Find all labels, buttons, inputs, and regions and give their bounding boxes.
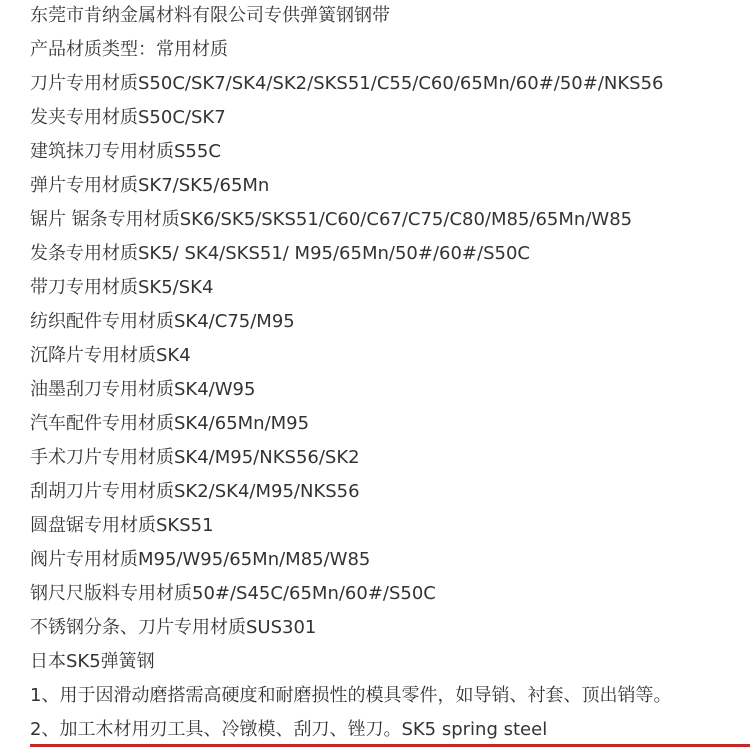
spec-line-spring-sheet: 弹片专用材质SK7/SK5/65Mn (30, 175, 270, 196)
spec-line-trowel: 建筑抹刀专用材质S55C (30, 141, 221, 162)
spec-line-scalpel: 手术刀片专用材质SK4/M95/NKS56/SK2 (30, 447, 360, 468)
spec-line-circular-saw: 圆盘锯专用材质SKS51 (30, 515, 214, 536)
spec-line-clock-spring: 发条专用材质SK5/ SK4/SKS51/ M95/65Mn/50#/60#/S50C (30, 243, 530, 264)
sk5-usage-1: 1、用于因滑动磨搭需高硬度和耐磨损性的模具零件，如导销、衬套、顶出销等。 (30, 685, 672, 706)
spec-line-ink-doctor: 油墨刮刀专用材质SK4/W95 (30, 379, 256, 400)
accent-divider (30, 744, 750, 747)
spec-line-steel-ruler: 钢尺尺版料专用材质50#/S45C/65Mn/60#/S50C (30, 583, 436, 604)
spec-line-razor: 刮胡刀片专用材质SK2/SK4/M95/NKS56 (30, 481, 360, 502)
spec-line-band-knife: 带刀专用材质SK5/SK4 (30, 277, 214, 298)
spec-line-sinker: 沉降片专用材质SK4 (30, 345, 191, 366)
sk5-usage-2: 2、加工木材用刃工具、冷镦模、刮刀、锉刀。SK5 spring steel (30, 719, 548, 740)
spec-line-stainless: 不锈钢分条、刀片专用材质SUS301 (30, 617, 317, 638)
spec-line-hairclip: 发夹专用材质S50C/SK7 (30, 107, 226, 128)
company-title: 东莞市肯纳金属材料有限公司专供弹簧钢钢带 (30, 5, 390, 26)
spec-line-saw-blade: 锯片 锯条专用材质SK6/SK5/SKS51/C60/C67/C75/C80/M85/65Mn/W85 (30, 209, 633, 230)
spec-line-valve: 阀片专用材质M95/W95/65Mn/M85/W85 (30, 549, 371, 570)
spec-line-auto-parts: 汽车配件专用材质SK4/65Mn/M95 (30, 413, 310, 434)
spec-line-blade: 刀片专用材质S50C/SK7/SK4/SK2/SKS51/C55/C60/65Mn/60#/50#/NKS56 (30, 73, 664, 94)
material-type-heading: 产品材质类型：常用材质 (30, 39, 228, 60)
sk5-heading: 日本SK5弹簧钢 (30, 651, 155, 672)
spec-line-textile: 纺织配件专用材质SK4/C75/M95 (30, 311, 295, 332)
